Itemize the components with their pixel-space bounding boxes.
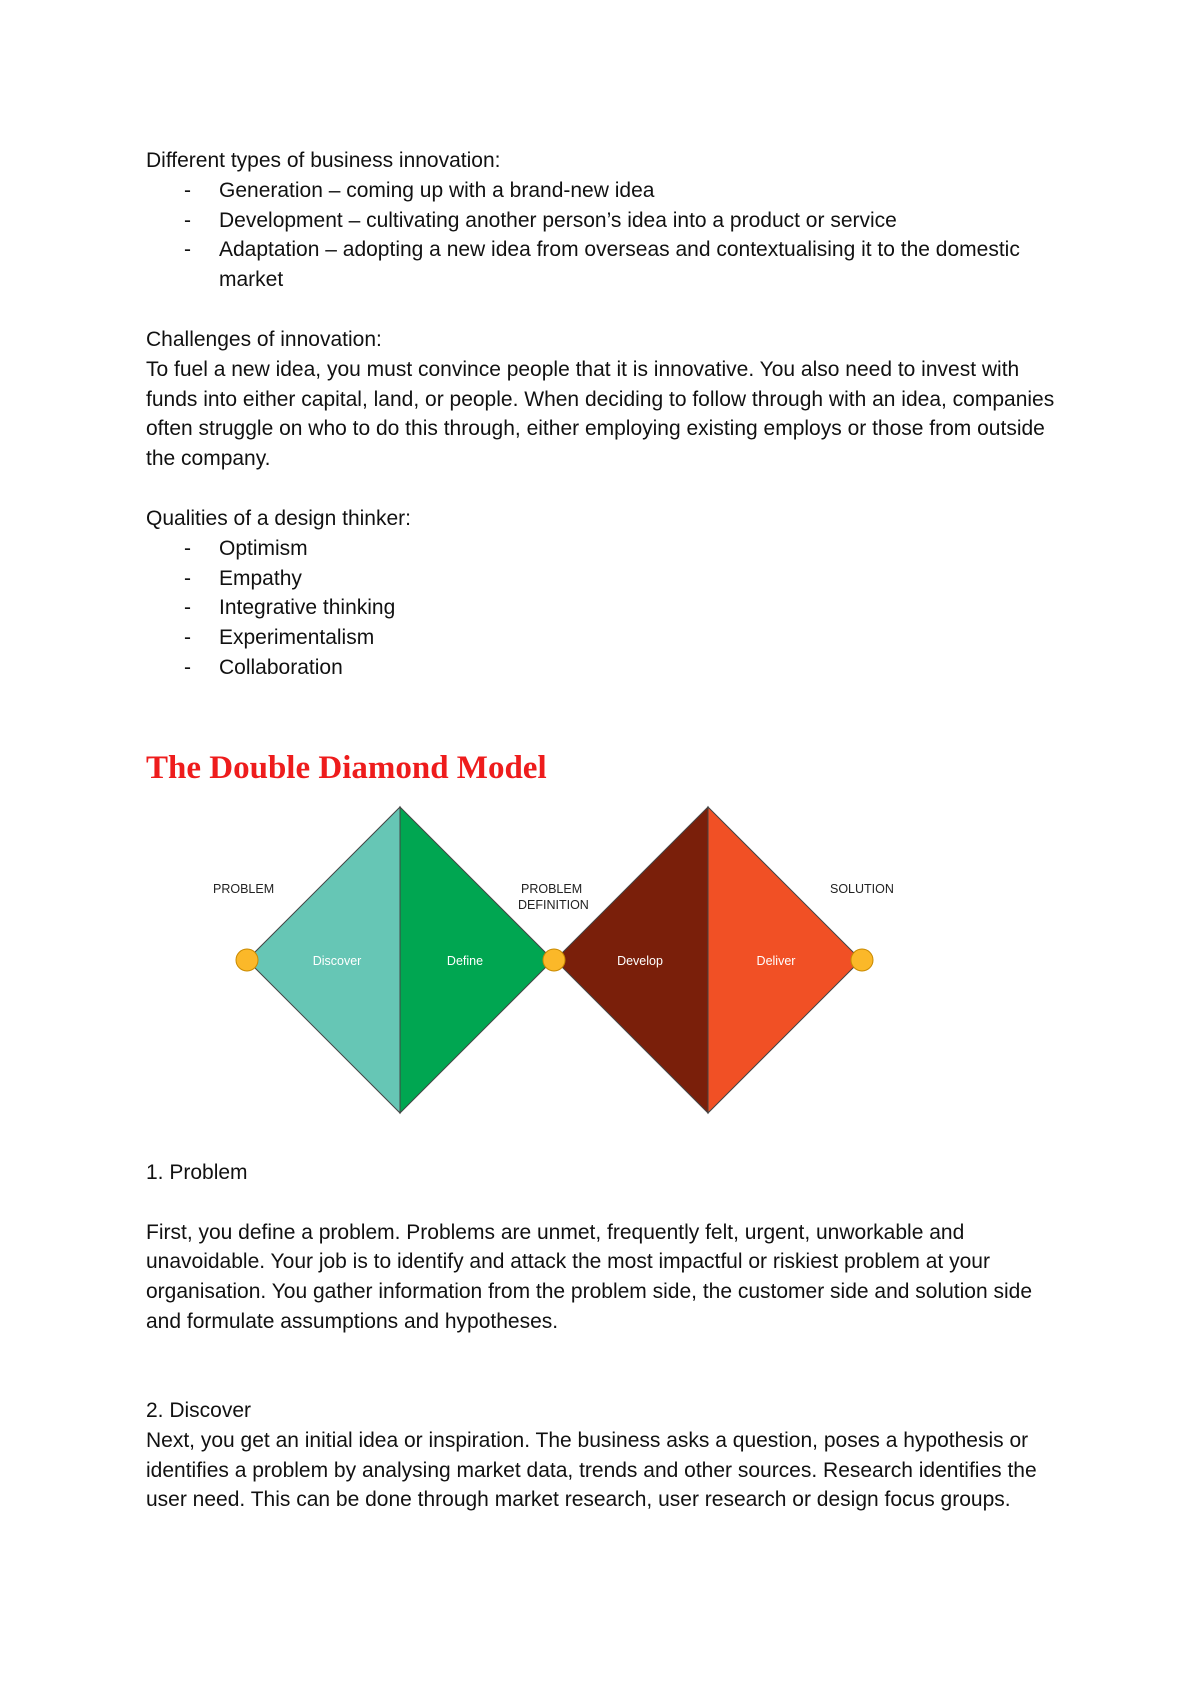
discover-section: [146, 1396, 1071, 1515]
list-item: - Adaptation – adopting a new idea from overseas and contextualising it to the domestic market: [146, 235, 1086, 295]
double-diamond-diagram: [200, 800, 920, 1120]
discover-body: Next, you get an initial idea or inspiration. The business asks a question, poses a hypothesis or identifies a problem by analysing market data, trends and other sources. Research identifies the user need. This can be done through market research, user research or design focus groups.: [146, 1428, 1037, 1512]
problem-section: [146, 1158, 1071, 1337]
list-item: - Experimentalism: [146, 623, 1086, 653]
problem-definition-label-line1: PROBLEM: [521, 882, 583, 896]
innovation-types-heading: Different types of business innovation:: [146, 149, 501, 172]
qualities-list: [146, 534, 1086, 683]
qualities-heading: Qualities of a design thinker:: [146, 507, 411, 530]
problem-definition-label-line2: DEFINITION: [518, 898, 589, 912]
list-item: - Collaboration: [146, 653, 1086, 683]
problem-body: First, you define a problem. Problems are unmet, frequently felt, urgent, unworkable and unavoidable. Your job is to identify and attack the most impactful or riskiest problem at your organisation. You gather information from the problem side, the customer side and solution side and formulate assumptions and hypotheses.: [146, 1220, 1033, 1333]
discover-heading: 2. Discover: [146, 1399, 252, 1422]
discover-label: Discover: [312, 954, 362, 968]
problem-dot: [236, 949, 258, 971]
solution-label: SOLUTION: [830, 882, 894, 896]
problem-definition-dot: [543, 949, 565, 971]
challenges-section: [146, 325, 1076, 474]
list-item: - Generation – coming up with a brand-new idea: [146, 176, 1086, 206]
develop-label: Develop: [617, 954, 663, 968]
problem-label: PROBLEM: [213, 882, 275, 896]
model-title: The Double Diamond Model: [146, 750, 547, 786]
list-item: - Empathy: [146, 564, 1086, 594]
qualities-section: [146, 504, 1086, 683]
challenges-body: To fuel a new idea, you must convince people that it is innovative. You also need to invest with funds into either capital, land, or people. When deciding to follow through with an idea, companies often struggle on who to do this through, either employing existing employs or those from outside the company.: [146, 357, 1055, 471]
define-label: Define: [446, 954, 484, 968]
innovation-types-section: [146, 146, 1086, 295]
challenges-heading: Challenges of innovation:: [146, 328, 382, 351]
list-item: - Integrative thinking: [146, 593, 1086, 623]
innovation-types-list: [146, 176, 1086, 295]
deliver-label: Deliver: [756, 954, 796, 968]
problem-heading: 1. Problem: [146, 1161, 248, 1184]
list-item: - Development – cultivating another person’s idea into a product or service: [146, 206, 1086, 236]
list-item: - Optimism: [146, 534, 1086, 564]
solution-dot: [851, 949, 873, 971]
